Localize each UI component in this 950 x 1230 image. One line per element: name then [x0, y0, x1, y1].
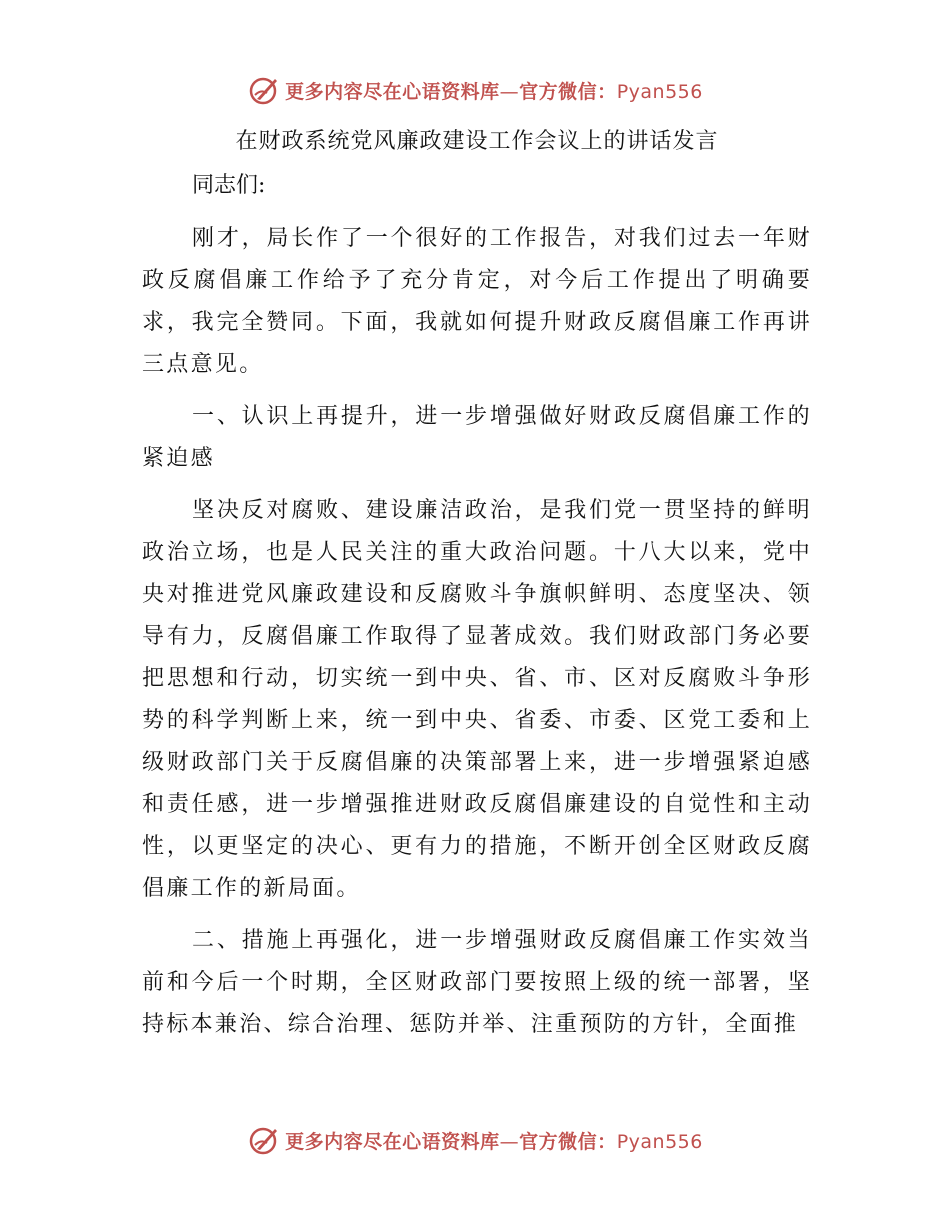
watermark-text: 更多内容尽在心语资料库—官方微信：Pyan556 [285, 1130, 703, 1153]
document-title: 在财政系统党风廉政建设工作会议上的讲话发言 [235, 129, 719, 154]
quill-logo-icon [247, 1123, 281, 1157]
document-body [142, 120, 812, 1046]
footer-watermark [0, 1120, 950, 1160]
paragraph-intro: 刚才，局长作了一个很好的工作报告，对我们过去一年财政反腐倡廉工作给予了充分肯定，对今后工作提出了明确要求，我完全赞同。下面，我就如何提升财政反腐倡廉工作再讲三点意见。 [142, 226, 812, 377]
paragraph-heading-1: 一、认识上再提升，进一步增强做好财政反腐倡廉工作的紧迫感 [142, 404, 812, 471]
paragraph-body-1: 坚决反对腐败、建设廉洁政治，是我们党一贯坚持的鲜明政治立场，也是人民关注的重大政治问题。十八大以来，党中央对推进党风廉政建设和反腐败斗争旗帜鲜明、态度坚决、领导有力，反腐倡廉工作取得了显著成效。我们财政部门务必要把思想和行动，切实统一到中央、省、市、区对反腐败斗争形势的科学判断上来，统一到中央、省委、市委、区党工委和上级财政部门关于反腐倡廉的决策部署上来，进一步增强紧迫感和责任感，进一步增强推进财政反腐倡廉建设的自觉性和主动性，以更坚定的决心、更有力的措施，不断开创全区财政反腐倡廉工作的新局面。 [142, 498, 812, 901]
header-watermark [0, 70, 950, 110]
quill-logo-icon [247, 73, 281, 107]
paragraph-heading-2: 二、措施上再强化，进一步增强财政反腐倡廉工作实效当前和今后一个时期，全区财政部门要按照上级的统一部署，坚持标本兼治、综合治理、惩防并举、注重预防的方针，全面推 [142, 928, 812, 1037]
watermark-text: 更多内容尽在心语资料库—官方微信：Pyan556 [285, 80, 703, 103]
salutation: 同志们: [192, 173, 266, 198]
